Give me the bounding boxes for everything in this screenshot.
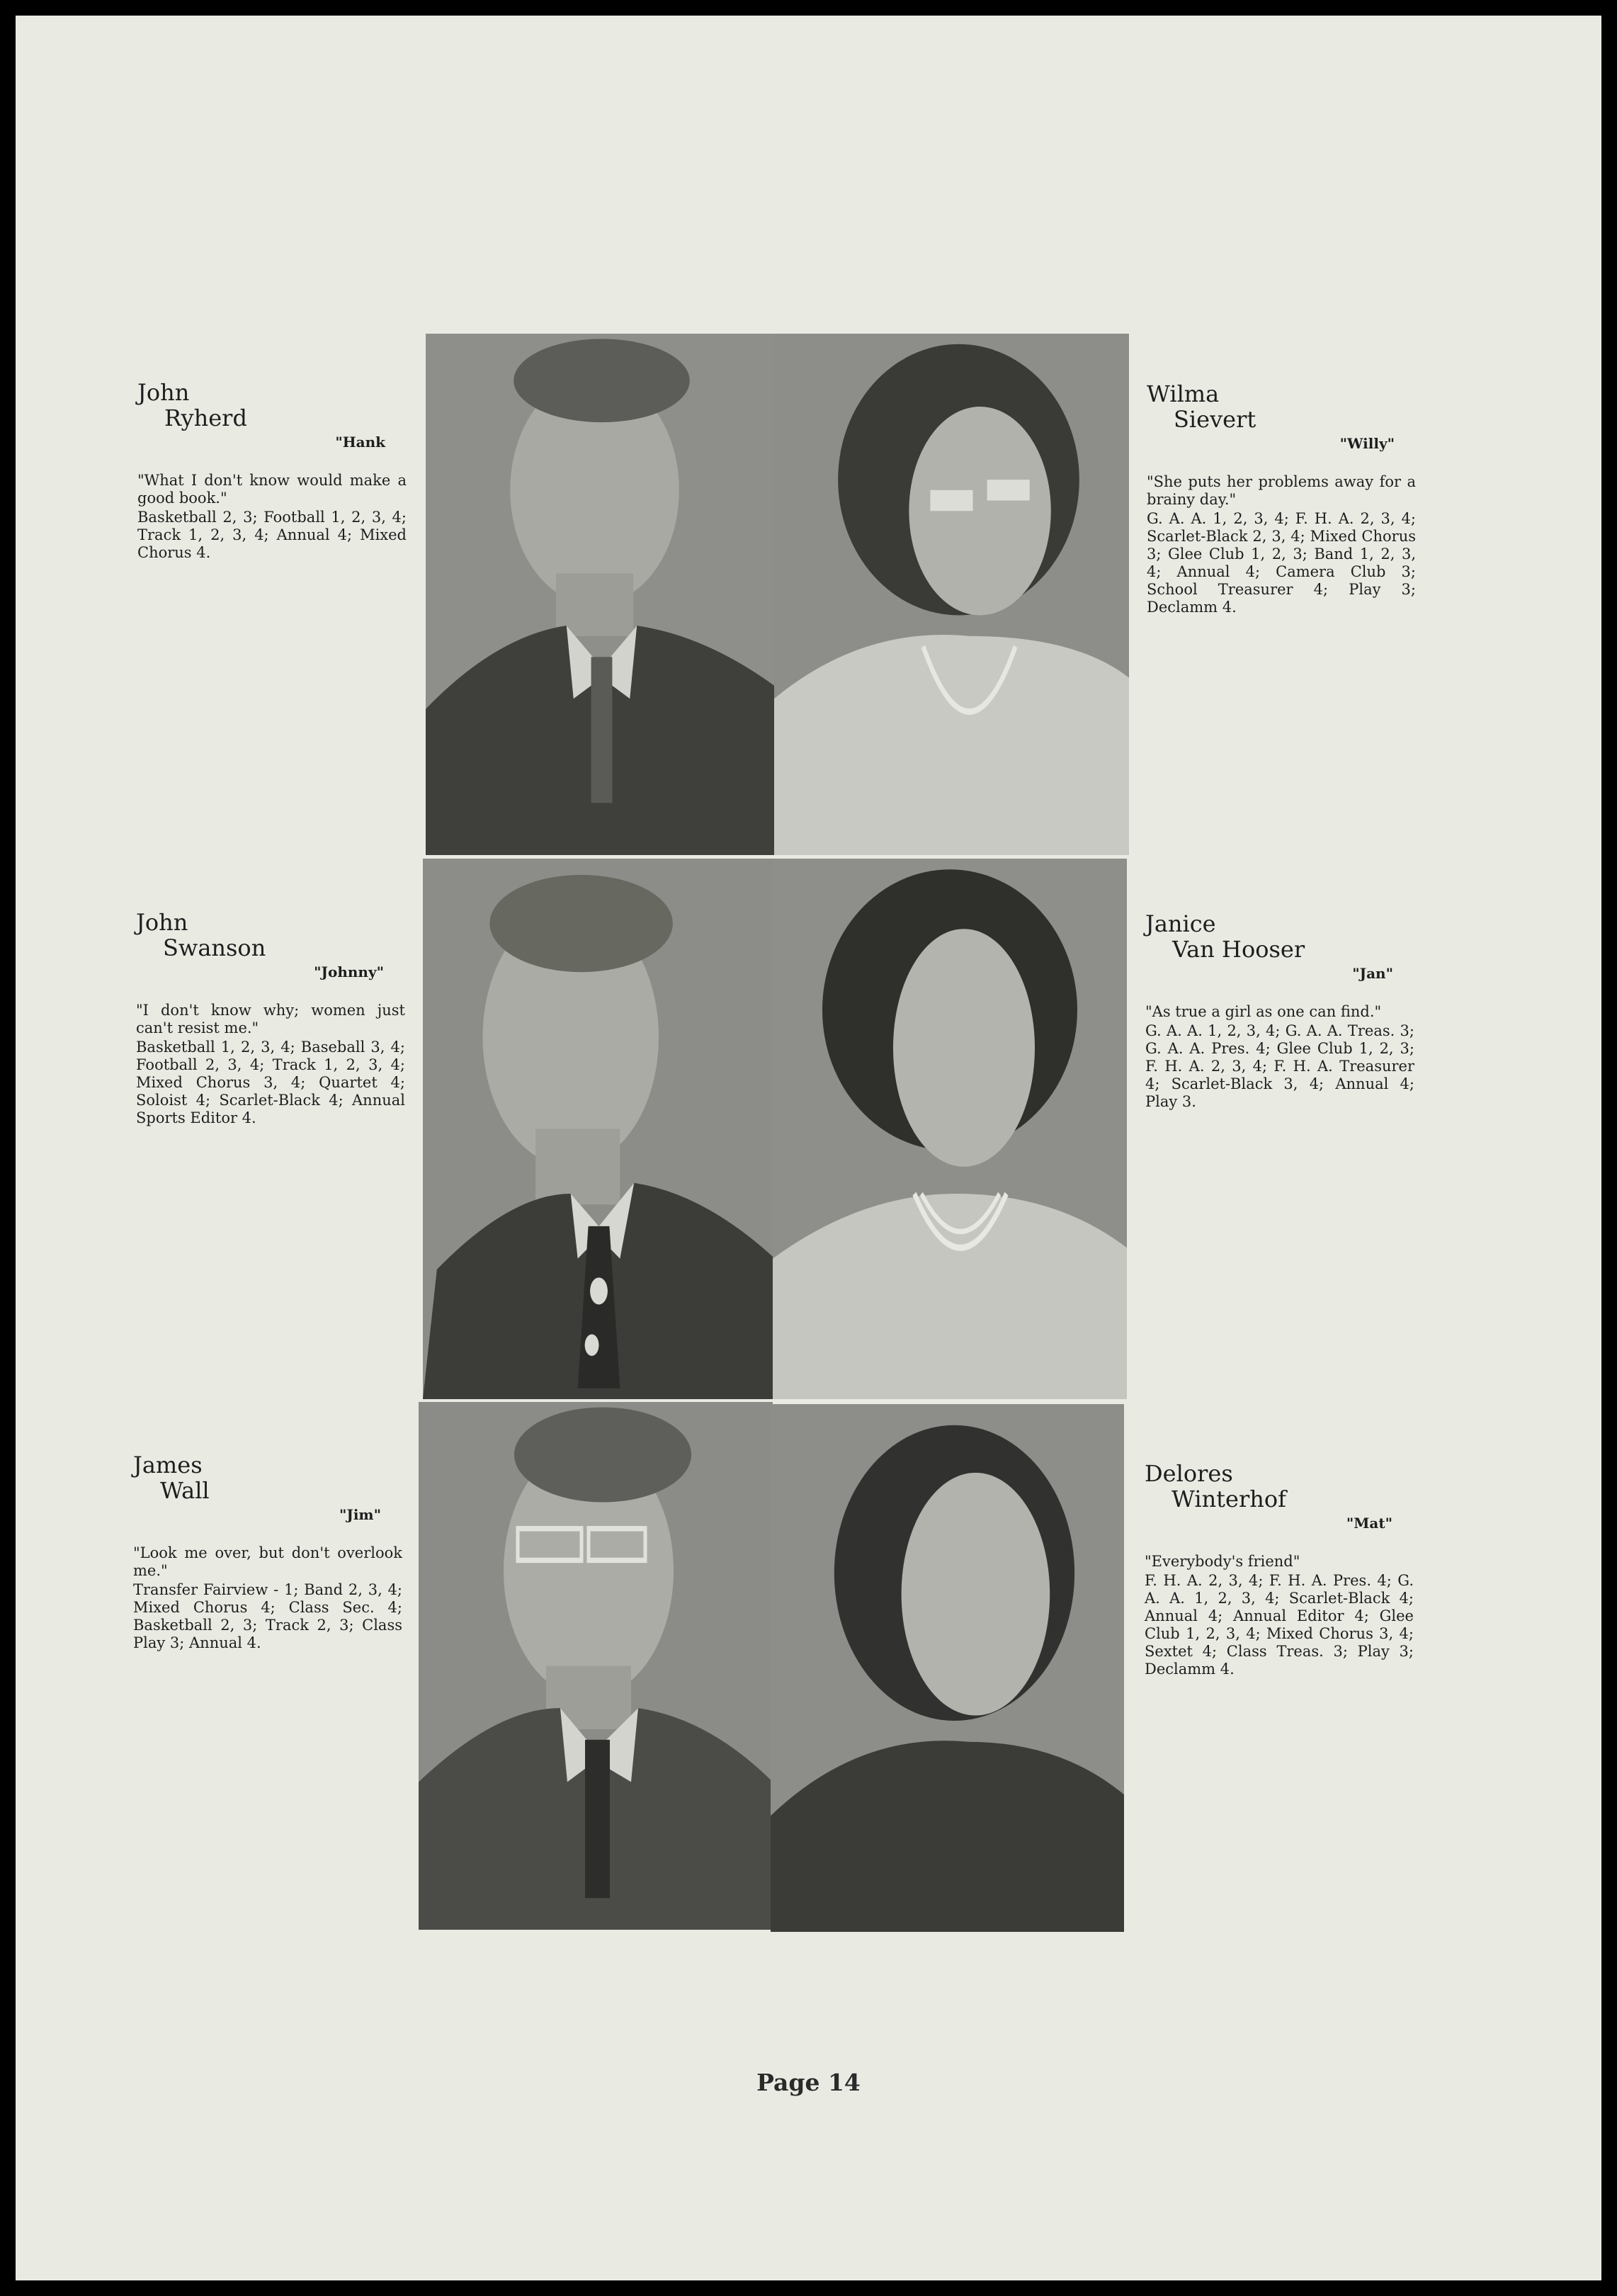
student-nickname: "Jim"	[339, 1506, 381, 1523]
student-last-name: Winterhof	[1171, 1486, 1286, 1512]
student-activities: F. H. A. 2, 3, 4; F. H. A. Pres. 4; G. A. A. 1, 2, 3, 4; Scarlet-Black 4; Annual 4; Annual Editor 4; Glee Club 1, 2, 3, 4; Mixed Chorus 3, 4; Sextet 4; Class Treas. 3; Play 3; Declamm 4.	[1145, 1572, 1414, 1678]
student-nickname: "Johnny"	[314, 963, 384, 980]
student-activities: G. A. A. 1, 2, 3, 4; G. A. A. Treas. 3; G. A. A. Pres. 4; Glee Club 1, 2, 3; F. H. A. 2, 3, 4; F. H. A. Treasurer 4; Scarlet-Black 3, 4; Annual 4; Play 3.	[1145, 1022, 1414, 1110]
page-number: Page 14	[756, 2069, 861, 2096]
student-first-name: James	[133, 1452, 203, 1478]
portrait-photo-james-wall	[419, 1402, 773, 1930]
student-quote: "As true a girl as one can find."	[1145, 1003, 1382, 1020]
student-first-name: Janice	[1145, 910, 1216, 937]
student-last-name: Ryherd	[164, 405, 247, 431]
student-last-name: Swanson	[163, 934, 266, 961]
student-quote: "Look me over, but don't overlook me."	[133, 1544, 402, 1579]
portrait-photo-delores-winterhof	[771, 1404, 1124, 1932]
student-first-name: Wilma	[1147, 380, 1220, 407]
bio-john-ryherd	[137, 380, 407, 562]
student-last-name: Van Hooser	[1172, 936, 1305, 963]
student-last-name: Sievert	[1174, 406, 1256, 433]
student-activities: Basketball 2, 3; Football 1, 2, 3, 4; Track 1, 2, 3, 4; Annual 4; Mixed Chorus 4.	[137, 509, 407, 561]
student-nickname: "Jan"	[1352, 965, 1393, 982]
bio-delores-winterhof	[1145, 1461, 1414, 1678]
student-quote: "She puts her problems away for a brainy day."	[1147, 473, 1416, 508]
student-activities: Basketball 1, 2, 3, 4; Baseball 3, 4; Football 2, 3, 4; Track 1, 2, 3, 4; Mixed Chorus 3, 4; Quartet 4; Soloist 4; Scarlet-Black 4; Annual Sports Editor 4.	[136, 1039, 405, 1126]
bio-james-wall	[133, 1452, 402, 1652]
student-first-name: John	[137, 379, 190, 406]
student-nickname: "Hank	[335, 434, 385, 451]
student-nickname: "Willy"	[1339, 435, 1395, 452]
portrait-photo-janice-van-hooser	[773, 859, 1127, 1399]
student-quote: "Everybody's friend"	[1145, 1553, 1300, 1570]
portrait-photo-john-swanson	[423, 859, 775, 1399]
student-quote: "What I don't know would make a good book."	[137, 472, 407, 507]
student-nickname: "Mat"	[1346, 1515, 1392, 1532]
bio-janice-van-hooser	[1145, 911, 1414, 1111]
student-last-name: Wall	[160, 1477, 210, 1504]
bio-wilma-sievert	[1147, 381, 1416, 616]
portrait-photo-wilma-sievert	[774, 334, 1129, 855]
student-first-name: John	[136, 909, 188, 936]
student-activities: G. A. A. 1, 2, 3, 4; F. H. A. 2, 3, 4; Scarlet-Black 2, 3, 4; Mixed Chorus 3; Glee Club 1, 2, 3; Band 1, 2, 3, 4; Annual 4; Camera Club 3; School Treasurer 4; Play 3; Declamm 4.	[1147, 510, 1416, 616]
bio-john-swanson	[136, 910, 405, 1127]
student-first-name: Delores	[1145, 1460, 1233, 1487]
yearbook-page	[16, 16, 1601, 2280]
student-quote: "I don't know why; women just can't resist me."	[136, 1002, 405, 1036]
portrait-photo-john-ryherd	[426, 334, 778, 855]
student-activities: Transfer Fairview - 1; Band 2, 3, 4; Mixed Chorus 4; Class Sec. 4; Basketball 2, 3; Track 2, 3; Class Play 3; Annual 4.	[133, 1581, 402, 1651]
